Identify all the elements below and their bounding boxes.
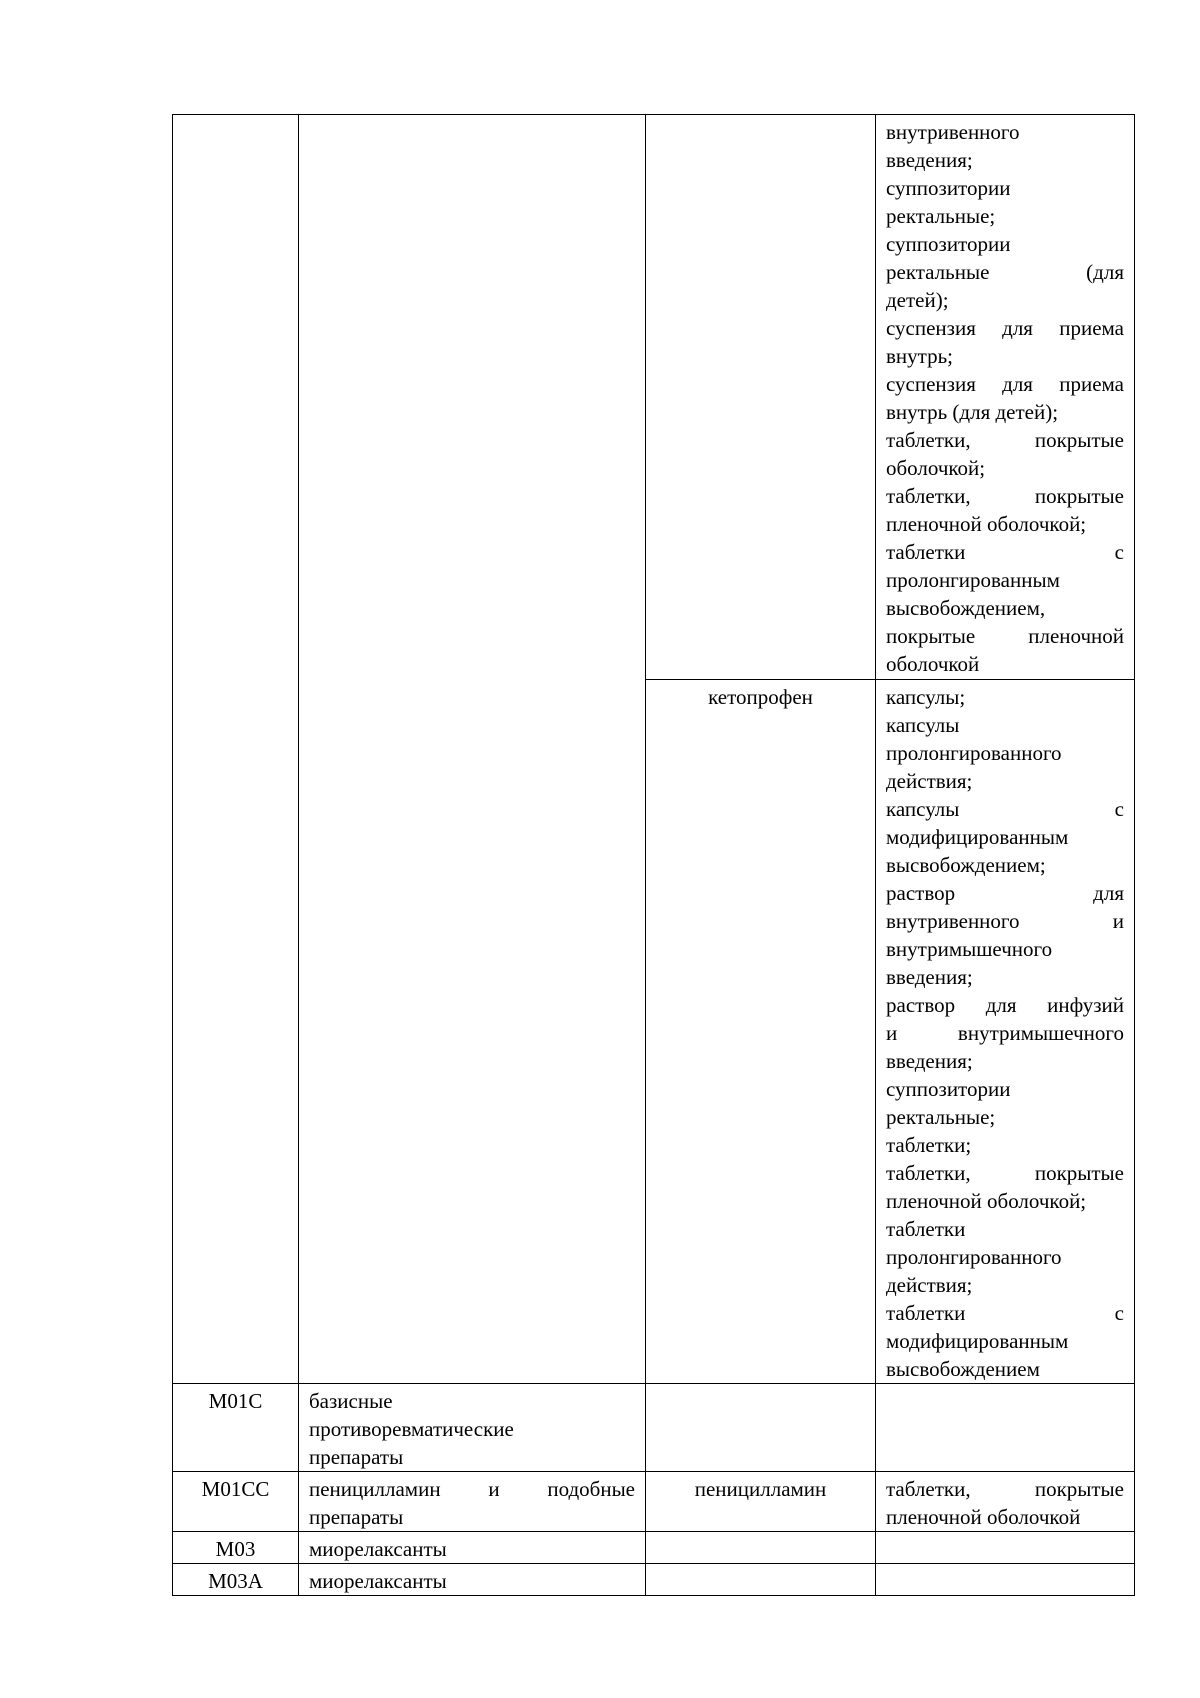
text-line: введения; bbox=[886, 148, 973, 172]
dosage-forms-cell bbox=[876, 115, 1135, 680]
text-line: препараты bbox=[309, 1445, 404, 1469]
text-line: пеницилламин и подобные bbox=[309, 1477, 635, 1501]
atc-code: M03 bbox=[215, 1537, 256, 1561]
group-cell bbox=[299, 1532, 646, 1564]
table-row bbox=[173, 1384, 1135, 1472]
text-line: суппозитории bbox=[886, 232, 1011, 256]
text-line: и внутримышечного bbox=[886, 1021, 1124, 1045]
text-line: капсулы; bbox=[886, 685, 966, 709]
text-line: противоревматические bbox=[309, 1417, 514, 1441]
atc-code: M01C bbox=[208, 1389, 263, 1413]
group-name: миорелаксанты bbox=[309, 1569, 447, 1593]
text-line: пленочной оболочкой; bbox=[886, 1189, 1087, 1213]
text-line: таблетки bbox=[886, 1217, 966, 1241]
text-line: высвобождением; bbox=[886, 853, 1046, 877]
text-line: внутривенного bbox=[886, 120, 1020, 144]
table-row bbox=[173, 115, 1135, 680]
table-row bbox=[173, 1532, 1135, 1564]
text-line: введения; bbox=[886, 965, 973, 989]
atc-code: M03A bbox=[208, 1569, 263, 1593]
name-cell bbox=[646, 115, 876, 680]
text-line: таблетки; bbox=[886, 1133, 972, 1157]
text-line: пленочной оболочкой; bbox=[886, 512, 1087, 536]
text-line: детей); bbox=[886, 288, 949, 312]
drug-name: кетопрофен bbox=[708, 685, 813, 709]
text-line: таблетки, покрытые bbox=[886, 1161, 1124, 1185]
text-line: суппозитории bbox=[886, 1077, 1011, 1101]
text-line: оболочкой; bbox=[886, 456, 986, 480]
text-line: капсулы с bbox=[886, 797, 1124, 821]
code-cell bbox=[173, 1564, 299, 1596]
text-line: таблетки с bbox=[886, 540, 1124, 564]
text-line: действия; bbox=[886, 1273, 973, 1297]
group-cell bbox=[299, 1472, 646, 1532]
text-line: высвобождением bbox=[886, 1357, 1040, 1381]
name-cell bbox=[646, 1532, 876, 1564]
text-line: раствор для инфузий bbox=[886, 993, 1124, 1017]
text-line: таблетки, покрытые bbox=[886, 1477, 1124, 1501]
text-line: суспензия для приема bbox=[886, 316, 1124, 340]
group-cell bbox=[299, 115, 646, 1384]
text-line: пленочной оболочкой bbox=[886, 1505, 1081, 1529]
text-line: действия; bbox=[886, 769, 973, 793]
text-line: пролонгированного bbox=[886, 741, 1062, 765]
text-line: внутримышечного bbox=[886, 937, 1053, 961]
table-row bbox=[173, 1564, 1135, 1596]
text-line: ректальные; bbox=[886, 204, 996, 228]
text-line: таблетки с bbox=[886, 1301, 1124, 1325]
drug-name: пеницилламин bbox=[694, 1477, 827, 1501]
dosage-forms-cell bbox=[876, 1564, 1135, 1596]
text-line: внутрь; bbox=[886, 344, 953, 368]
text-line: ректальные (для bbox=[886, 260, 1124, 284]
group-cell bbox=[299, 1564, 646, 1596]
dosage-forms-cell bbox=[876, 680, 1135, 1384]
text-line: суппозитории bbox=[886, 176, 1011, 200]
group-cell bbox=[299, 1384, 646, 1472]
text-line: базисные bbox=[309, 1389, 393, 1413]
text-line: пролонгированного bbox=[886, 1245, 1062, 1269]
dosage-forms-cell bbox=[876, 1384, 1135, 1472]
text-line: раствор для bbox=[886, 881, 1124, 905]
text-line: внутривенного и bbox=[886, 909, 1124, 933]
name-cell bbox=[646, 1384, 876, 1472]
name-cell bbox=[646, 1564, 876, 1596]
name-cell bbox=[646, 680, 876, 1384]
text-line: капсулы bbox=[886, 713, 960, 737]
atc-code: M01CC bbox=[201, 1477, 270, 1501]
text-line: таблетки, покрытые bbox=[886, 428, 1124, 452]
code-cell bbox=[173, 115, 299, 1384]
dosage-forms-cell bbox=[876, 1532, 1135, 1564]
text-line: введения; bbox=[886, 1049, 973, 1073]
drug-table bbox=[172, 114, 1135, 1596]
name-cell bbox=[646, 1472, 876, 1532]
text-line: пролонгированным bbox=[886, 568, 1060, 592]
code-cell bbox=[173, 1384, 299, 1472]
text-line: оболочкой bbox=[886, 652, 980, 676]
text-line: модифицированным bbox=[886, 825, 1069, 849]
text-line: суспензия для приема bbox=[886, 372, 1124, 396]
text-line: таблетки, покрытые bbox=[886, 484, 1124, 508]
text-line: покрытые пленочной bbox=[886, 624, 1124, 648]
text-line: препараты bbox=[309, 1505, 404, 1529]
text-line: модифицированным bbox=[886, 1329, 1069, 1353]
code-cell bbox=[173, 1472, 299, 1532]
table-row bbox=[173, 1472, 1135, 1532]
text-line: высвобождением, bbox=[886, 596, 1046, 620]
text-line: ректальные; bbox=[886, 1105, 996, 1129]
text-line: внутрь (для детей); bbox=[886, 400, 1059, 424]
code-cell bbox=[173, 1532, 299, 1564]
group-name: миорелаксанты bbox=[309, 1537, 447, 1561]
dosage-forms-cell bbox=[876, 1472, 1135, 1532]
